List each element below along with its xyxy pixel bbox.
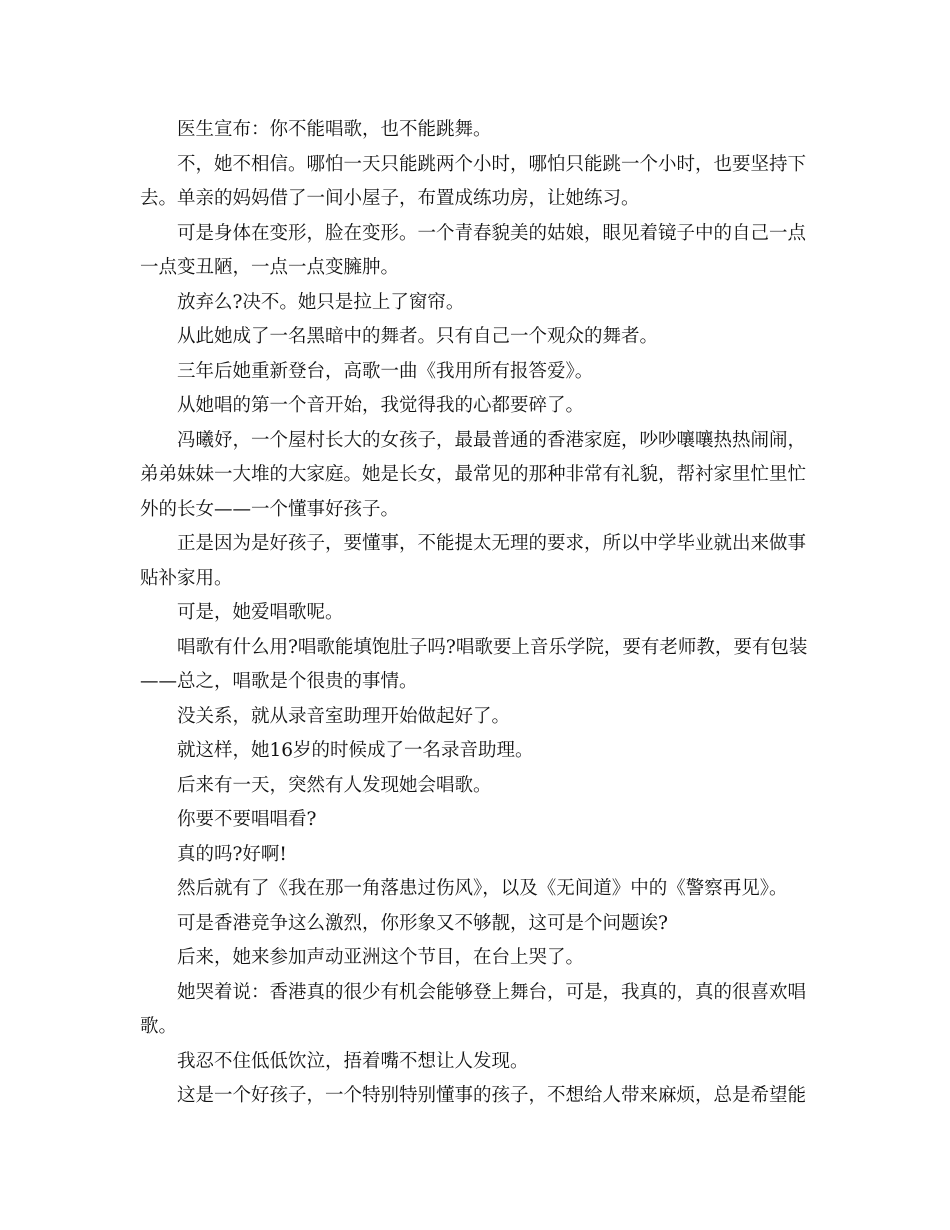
paragraph: 放弃么?决不。她只是拉上了窗帘。 bbox=[177, 291, 465, 313]
paragraph: 你要不要唱唱看? bbox=[177, 809, 317, 830]
paragraph: 我忍不住低低饮泣，捂着嘴不想让人发现。 bbox=[177, 1050, 529, 1072]
paragraph: 可是香港竞争这么激烈，你形象又不够靓，这可是个问题诶? bbox=[177, 912, 668, 934]
paragraph: 不，她不相信。哪怕一天只能跳两个小时，哪怕只能跳一个小时，也要坚持下去。单亲的妈妈借了一间小屋子，布置成练功房，让她练习。 bbox=[140, 153, 807, 209]
paragraph: 从她唱的第一个音开始，我觉得我的心都要碎了。 bbox=[177, 395, 585, 416]
paragraph: 没关系，就从录音室助理开始做起好了。 bbox=[177, 705, 511, 727]
paragraph: 这是一个好孩子，一个特别特别懂事的孩子，不想给人带来麻烦，总是希望能 bbox=[177, 1085, 807, 1106]
paragraph: 后来有一天，突然有人发现她会唱歌。 bbox=[177, 774, 492, 796]
paragraph: 可是身体在变形，脸在变形。一个青春貌美的姑娘，眼见着镜子中的自己一点一点变丑陋，一点一点变臃肿。 bbox=[140, 222, 807, 278]
paragraph: 然后就有了《我在那一角落患过伤风》，以及《无间道》中的《警察再见》。 bbox=[177, 878, 788, 899]
paragraph: 真的吗?好啊! bbox=[177, 843, 287, 865]
paragraph: 后来，她来参加声动亚洲这个节目，在台上哭了。 bbox=[177, 947, 585, 968]
document-page bbox=[140, 113, 815, 1114]
paragraph: 三年后她重新登台，高歌一曲《我用所有报答爱》。 bbox=[177, 360, 594, 382]
paragraph: 医生宣布：你不能唱歌，也不能跳舞。 bbox=[177, 119, 492, 140]
paragraph: 冯曦妤，一个屋村长大的女孩子，最最普通的香港家庭，吵吵嚷嚷热热闹闹，弟弟妹妹一大堆的大家庭。她是长女，最常见的那种非常有礼貌，帮衬家里忙里忙外的长女——一个懂事好孩子。 bbox=[140, 429, 807, 520]
paragraph: 唱歌有什么用?唱歌能填饱肚子吗?唱歌要上音乐学院，要有老师教，要有包装——总之，唱歌是个很贵的事情。 bbox=[140, 636, 808, 692]
paragraph: 她哭着说：香港真的很少有机会能够登上舞台，可是，我真的，真的很喜欢唱歌。 bbox=[140, 981, 807, 1037]
paragraph: 可是，她爱唱歌呢。 bbox=[177, 602, 344, 623]
paragraph: 从此她成了一名黑暗中的舞者。只有自己一个观众的舞者。 bbox=[177, 326, 659, 347]
paragraph: 就这样，她16岁的时候成了一名录音助理。 bbox=[177, 740, 534, 761]
paragraph: 正是因为是好孩子，要懂事，不能提太无理的要求，所以中学毕业就出来做事贴补家用。 bbox=[140, 533, 807, 589]
